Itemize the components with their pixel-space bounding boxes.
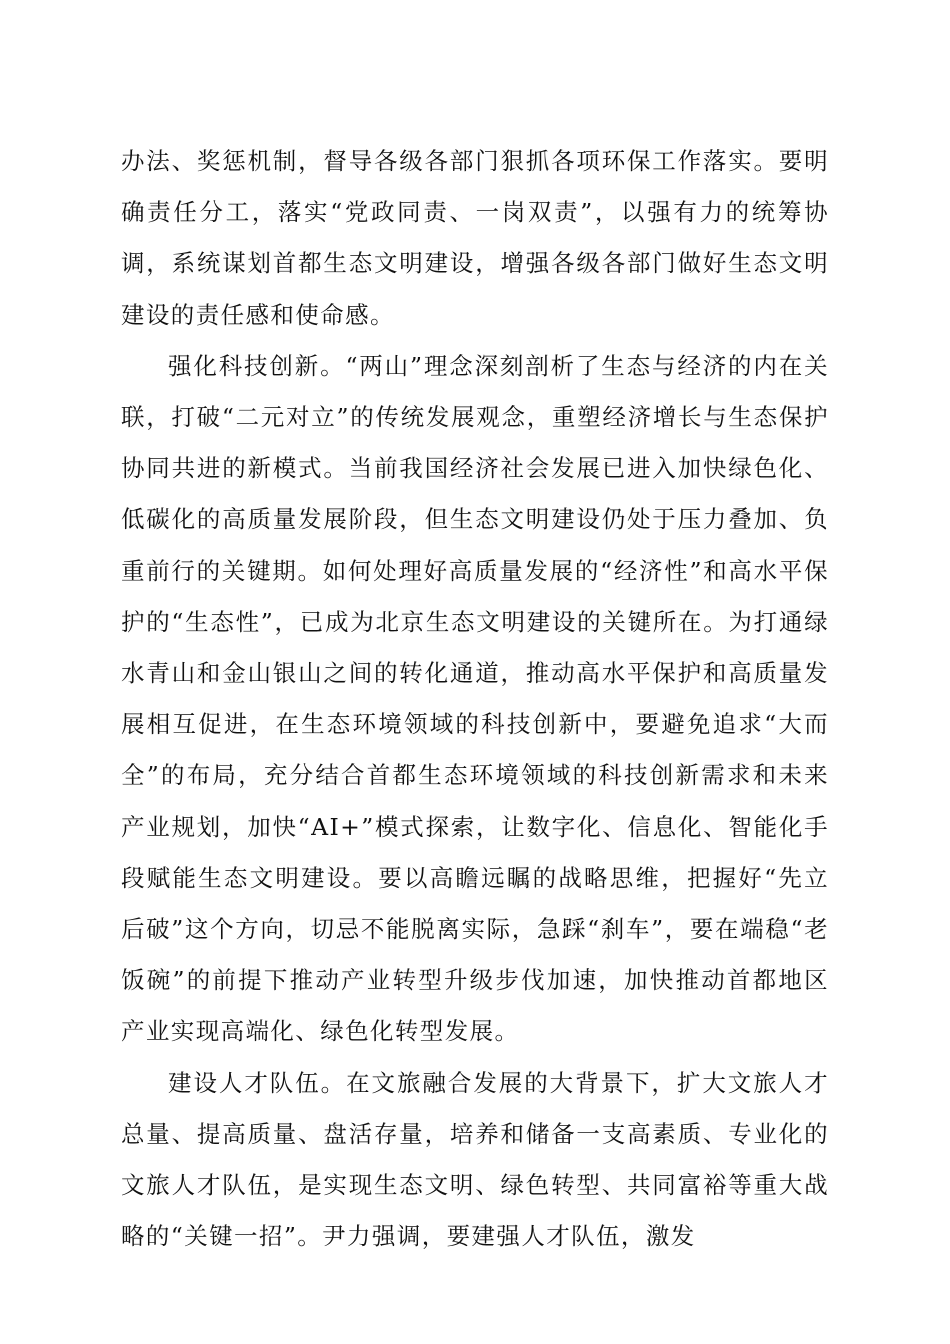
paragraph-talent-team: 建设人才队伍。在文旅融合发展的大背景下，扩大文旅人才总量、提高质量、盘活存量，培养和储备一支高素质、专业化的文旅人才队伍，是实现生态文明、绿色转型、共同富裕等重大战略的“关键一招”。尹力强调，要建强人才队伍，激发 (121, 1068, 829, 1251)
paragraph-tech-innovation: 强化科技创新。“两山”理念深刻剖析了生态与经济的内在关联，打破“二元对立”的传统发展观念，重塑经济增长与生态保护协同共进的新模式。当前我国经济社会发展已进入加快绿色化、低碳化的高质量发展阶段，但生态文明建设仍处于压力叠加、负重前行的关键期。如何处理好高质量发展的“经济性”和高水平保护的“生态性”，已成为北京生态文明建设的关键所在。为打通绿水青山和金山银山之间的转化通道，推动高水平保护和高质量发展相互促进，在生态环境领域的科技创新中，要避免追求“大而全”的布局，充分结合首都生态环境领域的科技创新需求和未来产业规划，加快“AI+”模式探索，让数字化、信息化、智能化手段赋能生态文明建设。要以高瞻远瞩的战略思维，把握好“先立后破”这个方向，切忌不能脱离实际，急踩“刹车”，要在端稳“老饭碗”的前提下推动产业转型升级步伐加速，加快推动首都地区产业实现高端化、绿色化转型发展。 (121, 351, 829, 1046)
document-body (121, 136, 829, 1262)
paragraph-continuation: 办法、奖惩机制，督导各级各部门狠抓各项环保工作落实。要明确责任分工，落实“党政同责、一岗双责”，以强有力的统筹协调，系统谋划首都生态文明建设，增强各级各部门做好生态文明建设的责任感和使命感。 (121, 147, 829, 329)
